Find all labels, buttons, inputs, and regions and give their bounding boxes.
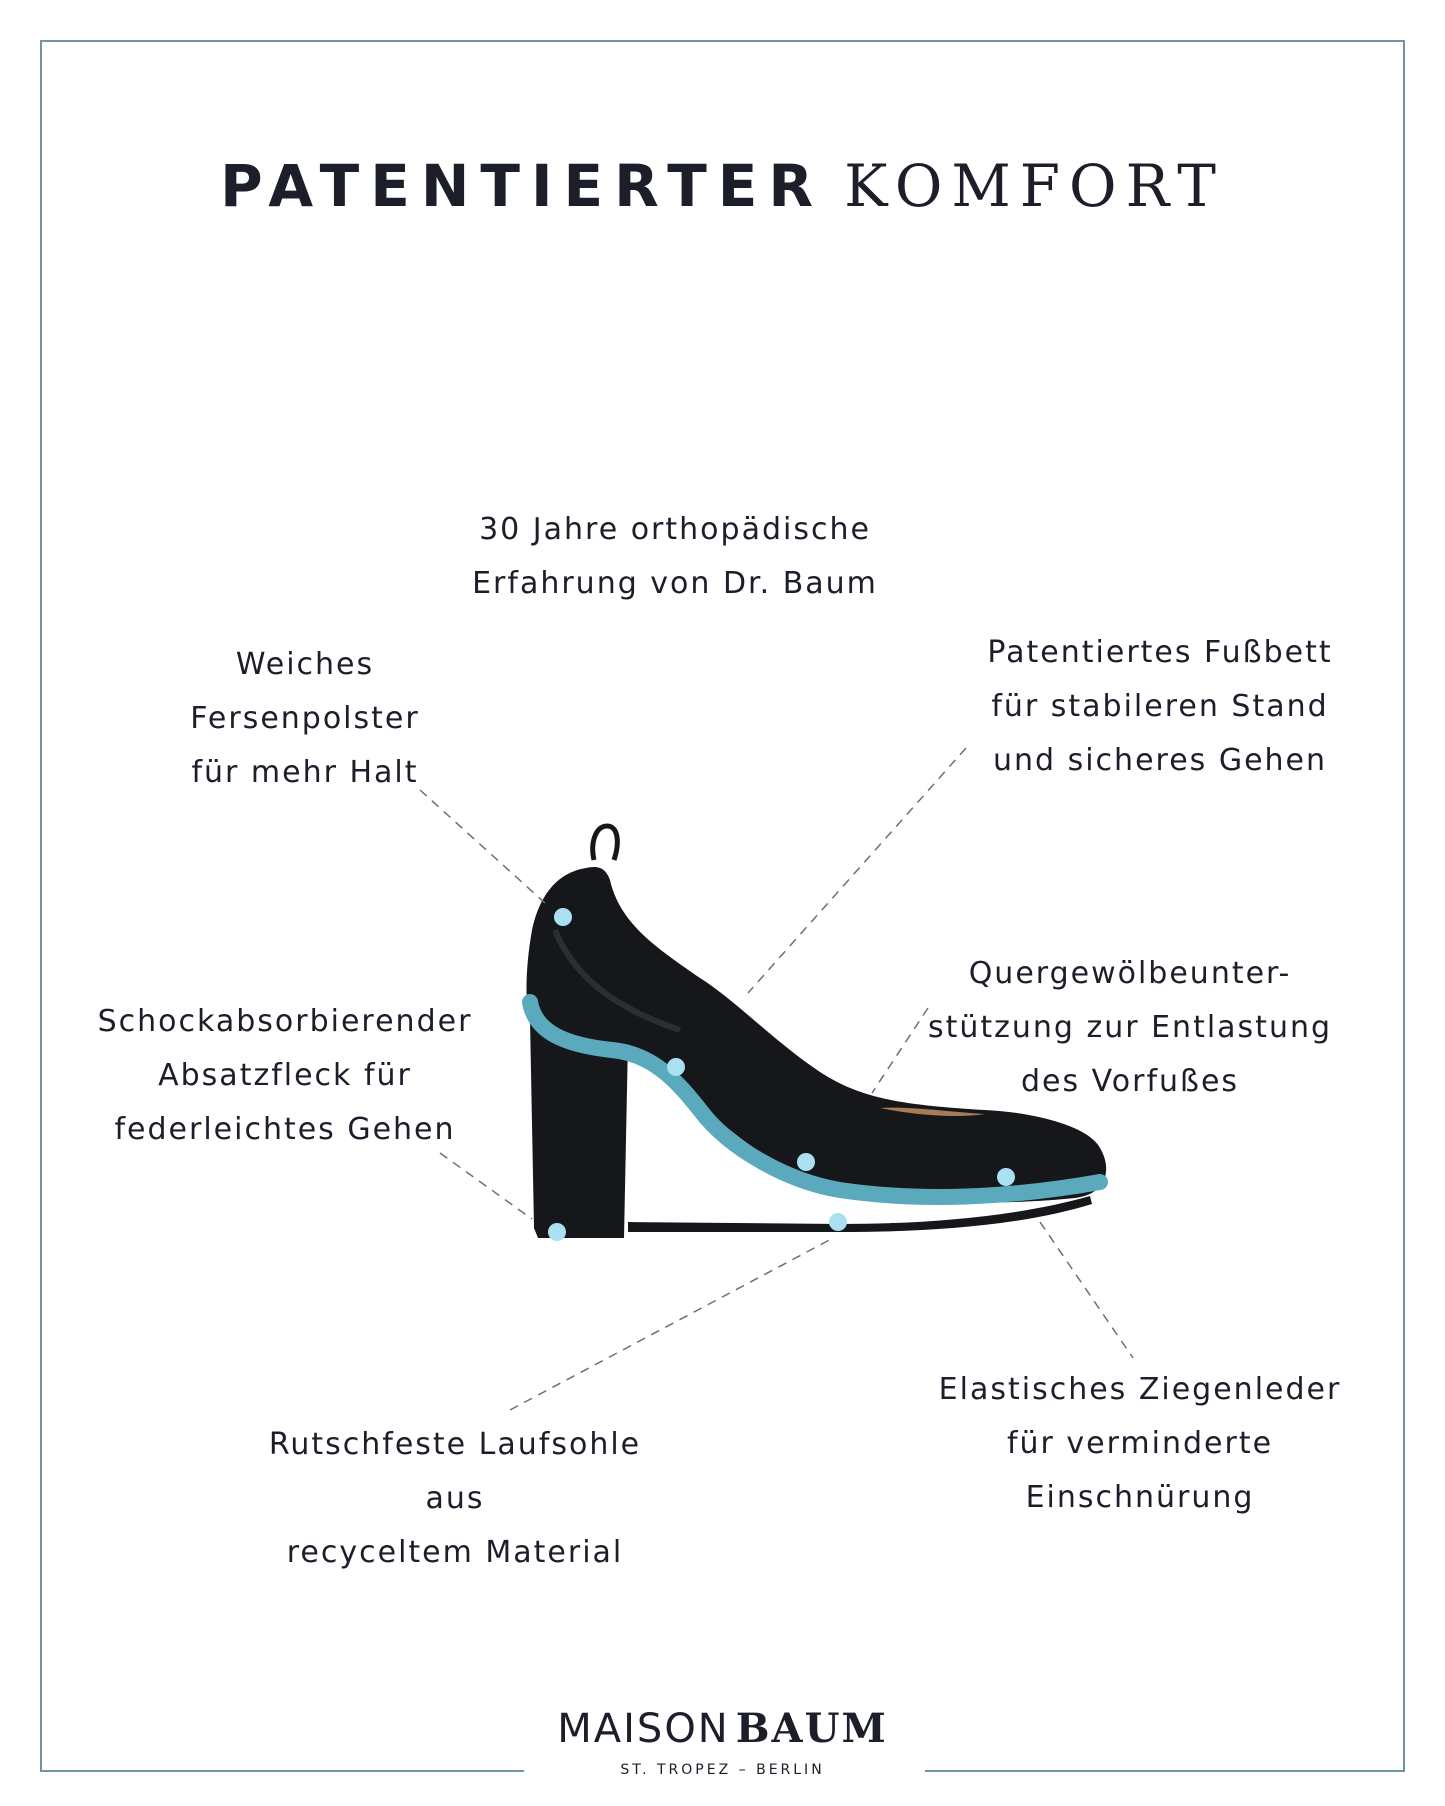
feature-sole-line-1: Rutschfeste Laufsohle bbox=[268, 1427, 642, 1462]
feature-leather bbox=[915, 1363, 1365, 1525]
feature-footbed bbox=[960, 626, 1360, 788]
feature-footbed-line-1: Patentiertes Fußbett bbox=[987, 635, 1333, 670]
title-part-1: PATENTIERTER bbox=[220, 152, 825, 220]
brand-name bbox=[0, 1706, 1445, 1752]
feature-sole-line-3: recyceltem Material bbox=[286, 1535, 624, 1570]
feature-experience-line-2: Erfahrung von Dr. Baum bbox=[472, 566, 878, 601]
heel-pull-loop bbox=[593, 826, 618, 860]
leader-shock bbox=[440, 1153, 532, 1219]
feature-leather-line-3: Einschnürung bbox=[1025, 1480, 1255, 1515]
feature-heel-pad-line-2: Fersenpolster bbox=[190, 701, 420, 736]
feature-leather-line-2: für verminderte bbox=[1006, 1426, 1274, 1461]
feature-sole bbox=[250, 1418, 660, 1580]
brand-tagline: ST. TROPEZ – BERLIN bbox=[620, 1762, 825, 1778]
dot-sole bbox=[829, 1213, 847, 1231]
feature-arch bbox=[900, 947, 1360, 1109]
feature-arch-line-2: stützung zur Entlastung bbox=[927, 1010, 1333, 1045]
feature-heel-pad-line-1: Weiches bbox=[235, 647, 375, 682]
dot-heel-pad bbox=[554, 908, 572, 926]
dot-arch bbox=[797, 1153, 815, 1171]
feature-experience bbox=[455, 503, 895, 611]
dot-shock bbox=[548, 1223, 566, 1241]
leader-heel-pad bbox=[420, 790, 545, 903]
feature-shock-line-3: federleichtes Gehen bbox=[114, 1112, 456, 1147]
leader-sole bbox=[510, 1237, 835, 1410]
brand-name-part-1: MAISON bbox=[557, 1706, 730, 1752]
feature-footbed-line-3: und sicheres Gehen bbox=[992, 743, 1328, 778]
brand-name-part-2: BAUM bbox=[735, 1705, 888, 1752]
title-part-2: KOMFORT bbox=[844, 152, 1225, 220]
feature-heel-pad-line-3: für mehr Halt bbox=[191, 755, 419, 790]
feature-experience-line-1: 30 Jahre orthopädische bbox=[479, 512, 871, 547]
feature-arch-line-1: Quergewölbeunter- bbox=[968, 956, 1292, 991]
feature-shock-line-2: Absatzfleck für bbox=[158, 1058, 412, 1093]
feature-shock bbox=[75, 995, 495, 1157]
dot-footbed bbox=[667, 1058, 685, 1076]
feature-sole-line-2: aus bbox=[425, 1481, 485, 1516]
feature-heel-pad bbox=[150, 638, 460, 800]
feature-shock-line-1: Schockabsorbierender bbox=[97, 1004, 473, 1039]
feature-leather-line-1: Elastisches Ziegenleder bbox=[938, 1372, 1342, 1407]
feature-arch-line-3: des Vorfußes bbox=[1020, 1064, 1240, 1099]
dot-leather bbox=[997, 1168, 1015, 1186]
feature-footbed-line-2: für stabileren Stand bbox=[991, 689, 1329, 724]
brand-logo bbox=[0, 1706, 1445, 1778]
leader-leather bbox=[1040, 1222, 1133, 1358]
